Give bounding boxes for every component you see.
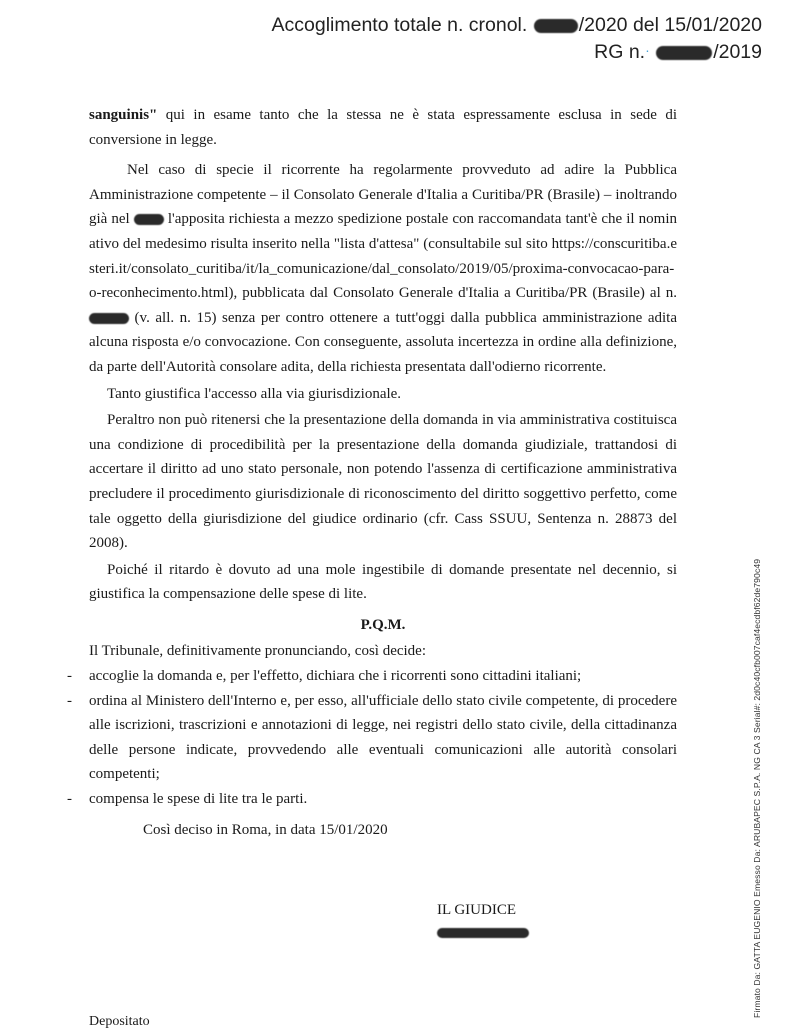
list-item-text: ordina al Ministero dell'Interno e, per esso, all'ufficiale dello stato civile competente, di procedere alle iscrizioni, trascrizioni e annotazioni di legge, nei registri dello stato civile, della cittadinanza delle persone indicate, provvedendo alle eventuali comunicazioni alle autorità consolari competenti; xyxy=(89,692,677,783)
judge-signature-block xyxy=(437,900,529,942)
document-body xyxy=(67,103,677,842)
stamp-dot-icon: · xyxy=(645,42,650,58)
judge-title: IL GIUDICE xyxy=(437,902,517,918)
list-item xyxy=(67,664,677,689)
bottom-fragment: Depositato xyxy=(89,1014,150,1029)
paragraph-3: Tanto giustifica l'accesso alla via giurisdizionale. xyxy=(107,385,402,402)
redaction-mark xyxy=(89,313,129,324)
decision-intro: Il Tribunale, definitivamente pronunciando, così decide: xyxy=(89,643,427,660)
paragraph-2-part-b: l'apposita richiesta a mezzo spedizione postale con raccomandata tant'è che il nominativo del medesimo risulta inserito nella "lista d'attesa" (consultabile sul sito https://conscuritiba.esteri.it/consolato_curitiba/it/la_comunicazione/dal_consolato/2019/05/proxima-convocacao-para-o-reconhecimento.html), pubblicata dal Consolato Generale d'Italia a Curitiba/PR (Brasile) al n. xyxy=(89,211,677,302)
paragraph-2-part-c: (v. all. n. 15) senza per contro ottenere a tutt'oggi dalla pubblica amministrazione adita alcuna risposta e/o convocazione. Con conseguente, assoluta incertezza in ordine alla definizione, da parte dell'Autorità consolare adita, della richiesta presentata dall'odierno ricorrente. xyxy=(89,309,677,375)
list-item-text: accoglie la domanda e, per l'effetto, dichiara che i ricorrenti sono cittadini italiani; xyxy=(89,668,582,685)
paragraph-1 xyxy=(89,103,677,152)
signoff-line: Così deciso in Roma, in data 15/01/2020 xyxy=(143,821,388,838)
redaction-mark xyxy=(134,214,164,225)
paragraph-4: Peraltro non può ritenersi che la presentazione della domanda in via amministrativa costituisca una condizione di procedibilità per la presentazione della domanda giudiziale, trattandosi di accertare il diritto ad uno stato personale, non potendo l'assenza di certificazione amministrativa precludere il procedimento giurisdizionale di riconoscimento del diritto soggettivo perfetto, come tale oggetto della giurisdizione del giudice ordinario (cfr. Cass SSUU, Sentenza n. 28873 del 2008). xyxy=(89,412,677,552)
header-cronol-prefix: Accoglimento totale n. cronol. xyxy=(271,14,533,36)
dash-marker: - xyxy=(67,791,72,808)
list-item xyxy=(67,689,677,787)
dash-marker: - xyxy=(67,668,72,685)
redacted-signature xyxy=(437,928,529,938)
header-rg-line xyxy=(594,41,762,64)
header-cronol-suffix: /2020 del 15/01/2020 xyxy=(578,14,762,36)
redaction-mark xyxy=(656,46,712,60)
paragraph-5: Poiché il ritardo è dovuto ad una mole ingestibile di domande presentate nel decennio, si giustifica la compensazione delle spese di lite. xyxy=(89,561,677,603)
header-rg-prefix: RG n. xyxy=(594,41,646,63)
digital-signature-stamp: Firmato Da: GATTA EUGENIO Emesso Da: ARUBAPEC S.P.A. NG CA 3 Serial#: 2d0c40cfb007caf4ecdbf62de790c49 xyxy=(752,558,762,1018)
header-cronol-line xyxy=(272,14,763,37)
list-item xyxy=(67,787,677,812)
redaction-mark xyxy=(534,19,578,33)
paragraph-1-bold: sanguinis" xyxy=(89,107,158,123)
header-rg-suffix: /2019 xyxy=(713,41,762,63)
decision-list xyxy=(67,664,677,812)
list-item-text: compensa le spese di lite tra le parti. xyxy=(89,791,308,808)
paragraph-2-part-a: Nel caso di specie il ricorrente ha regolarmente provveduto ad adire la Pubblica Amministrazione competente – il Consolato Generale d'Italia a Curitiba/PR (Brasile) – inoltrando già nel xyxy=(89,162,677,228)
dash-marker: - xyxy=(67,692,72,709)
paragraph-2 xyxy=(89,158,677,379)
pqm-heading: P.Q.M. xyxy=(360,616,406,633)
paragraph-1-text: qui in esame tanto che la stessa ne è stata espressamente esclusa in sede di conversione in legge. xyxy=(89,107,677,148)
